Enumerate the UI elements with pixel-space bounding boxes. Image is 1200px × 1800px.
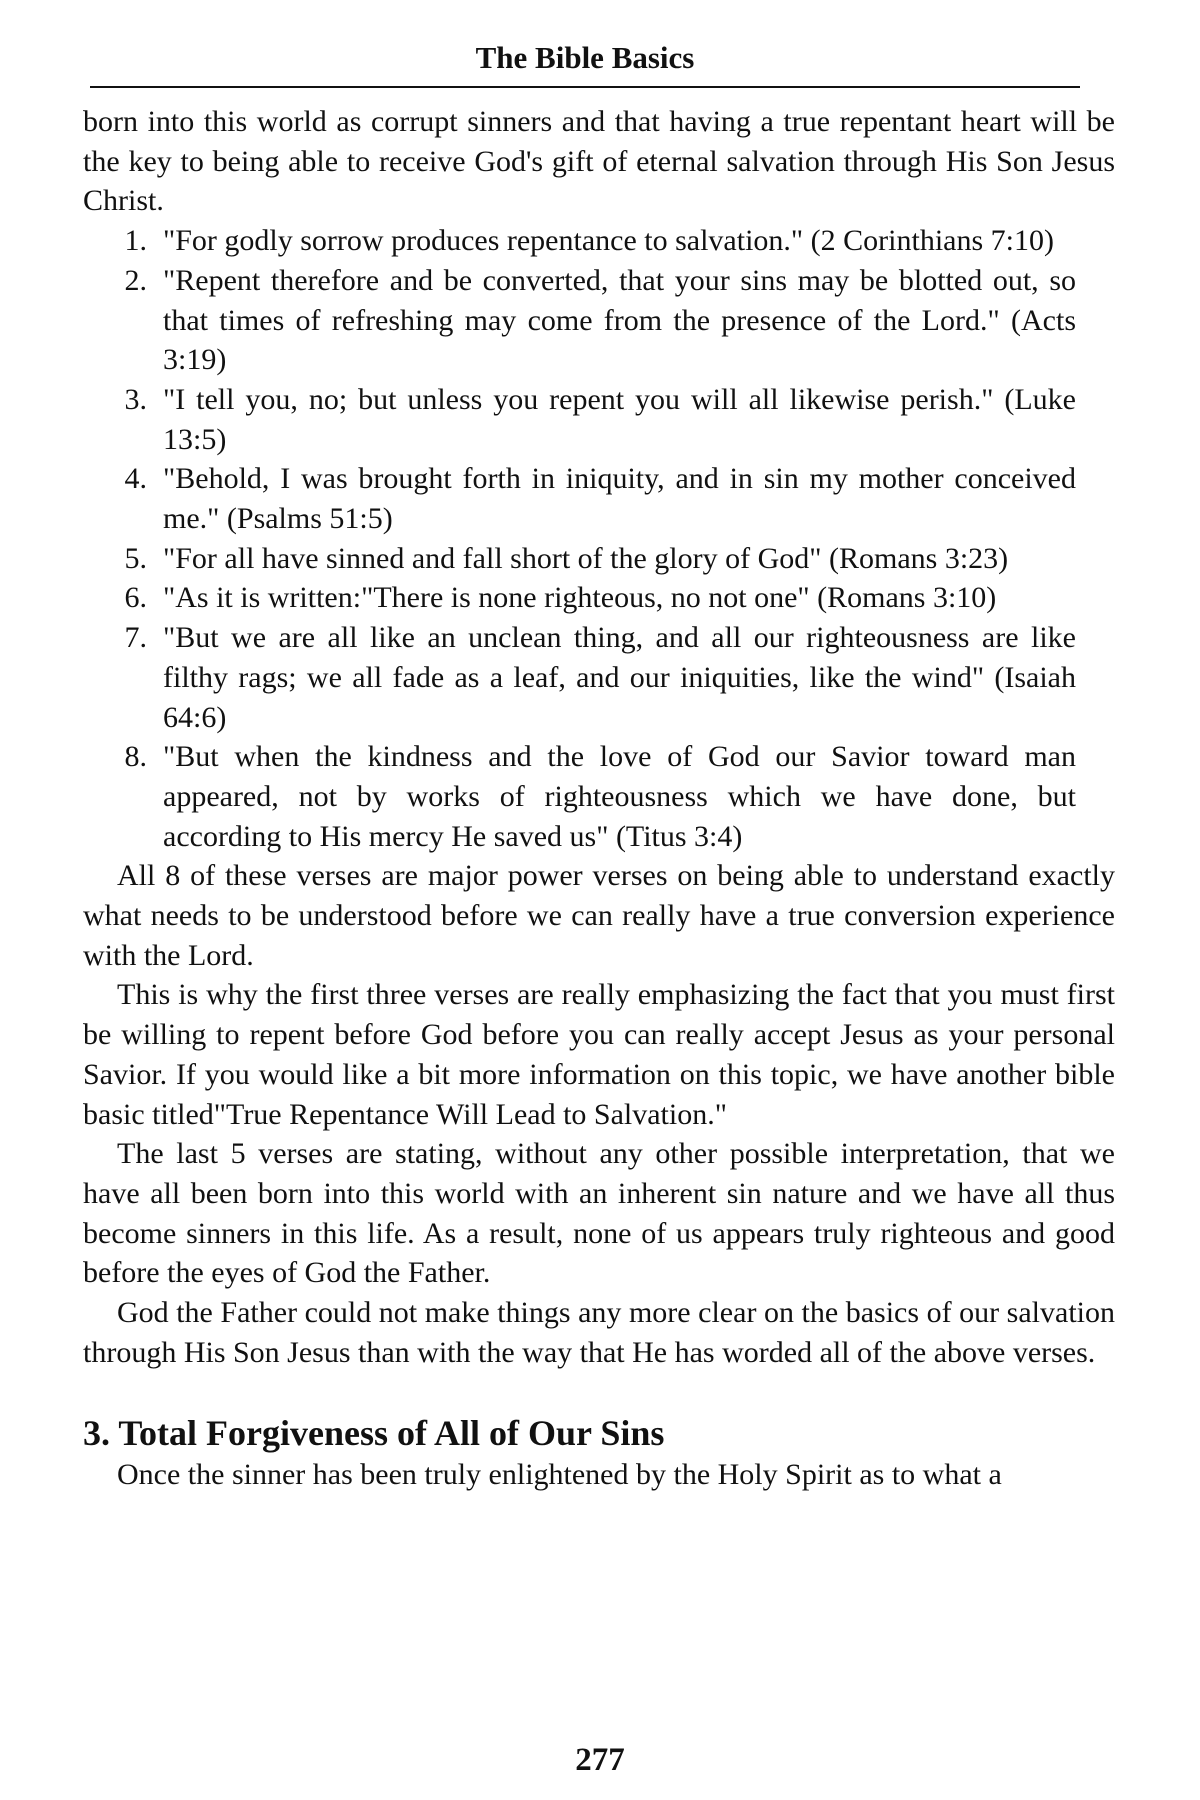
verse-number: 6. [124,581,147,615]
verse-item [124,618,1076,737]
verse-number: 8. [124,740,147,774]
verse-item [124,539,1076,579]
verse-number: 5. [124,541,147,575]
verse-list [83,221,1115,856]
verse-item [124,380,1076,459]
page-number: 277 [575,1742,625,1778]
verse-text: "For all have sinned and fall short of the glory of God" (Romans 3:23) [163,541,1009,575]
verse-text: "But we are all like an unclean thing, and all our righteousness are like filthy rags; we all fade as a leaf, and our iniquities, like the wind" (Isaiah 64:6) [163,621,1076,734]
verse-text: "Repent therefore and be converted, that your sins may be blotted out, so that times of refreshing may come from the presence of the Lord." (Acts 3:19) [163,263,1076,377]
header-divider [90,86,1080,88]
body-paragraph: This is why the first three verses are really emphasizing the fact that you must first be willing to repent before God before you can really accept Jesus as your personal Savior. If you would like a bit more information on this topic, we have another bible basic titled"True Repentance Will Lead to Salvation." [83,978,1115,1131]
verse-number: 3. [124,382,147,416]
section-heading: 3. Total Forgiveness of All of Our Sins [83,1412,665,1453]
verse-item [124,737,1076,856]
running-header: The Bible Basics [475,40,695,75]
body-paragraph: All 8 of these verses are major power verses on being able to understand exactly what needs to be understood before we can really have a true conversion experience with the Lord. [83,859,1115,972]
verse-text: "As it is written:"There is none righteous, no not one" (Romans 3:10) [163,581,997,615]
verse-item [124,459,1076,538]
verse-item [124,578,1076,618]
verse-number: 7. [124,621,147,655]
page-body [83,102,1115,1494]
verse-number: 1. [124,224,147,258]
verse-text: "I tell you, no; but unless you repent you will all likewise perish." (Luke 13:5) [163,382,1076,456]
body-paragraph: God the Father could not make things any more clear on the basics of our salvation through His Son Jesus than with the way that He has worded all of the above verses. [83,1296,1115,1369]
verse-text: "Behold, I was brought forth in iniquity, and in sin my mother conceived me." (Psalms 51:5) [163,462,1076,536]
verse-number: 4. [124,462,147,496]
body-paragraph: The last 5 verses are stating, without any other possible interpretation, that we have all been born into this world with an inherent sin nature and we have all thus become sinners in this life. As a result, none of us appears truly righteous and good before the eyes of God the Father. [83,1137,1115,1290]
section-first-line: Once the sinner has been truly enlightened by the Holy Spirit as to what a [117,1457,1002,1491]
verse-text: "But when the kindness and the love of God our Savior toward man appeared, not by works of righteousness which we have done, but according to His mercy He saved us" (Titus 3:4) [163,740,1076,853]
verse-item [124,221,1076,261]
verse-number: 2. [124,263,147,297]
opening-paragraph: born into this world as corrupt sinners and that having a true repentant heart will be the key to being able to receive God's gift of eternal salvation through His Son Jesus Christ. [83,105,1115,218]
verse-item [124,261,1076,380]
verse-text: "For godly sorrow produces repentance to salvation." (2 Corinthians 7:10) [163,224,1054,258]
